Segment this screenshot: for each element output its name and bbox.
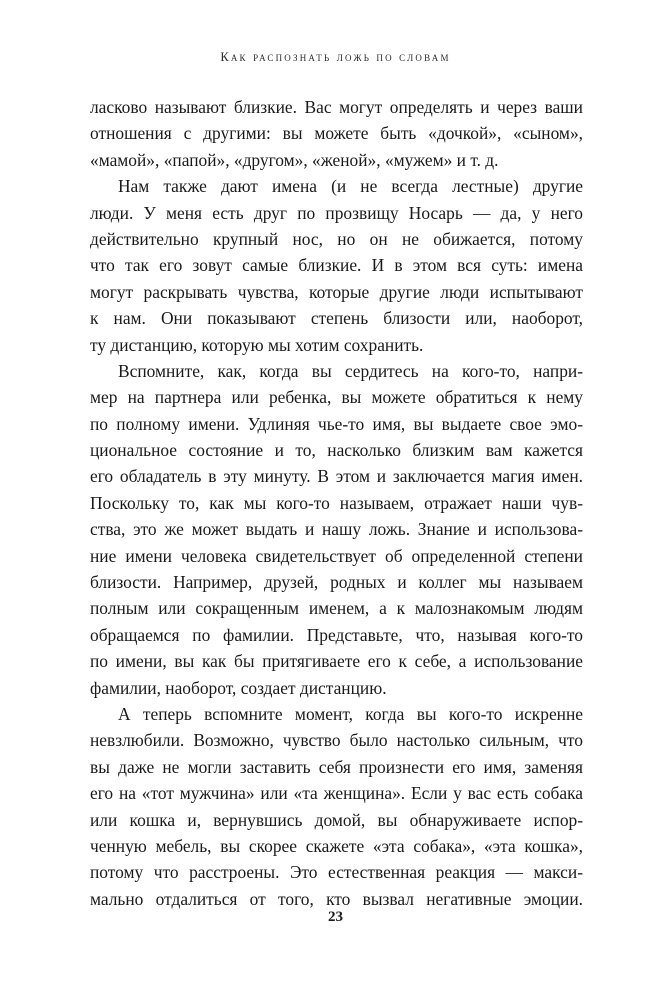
body-text — [90, 94, 583, 912]
text-line: действительно крупный нос, но он не обижается, потому — [90, 228, 583, 249]
text-line: Вспомните, как, когда вы сердитесь на кого-то, напри- — [118, 360, 583, 381]
text-line: фамилии, наоборот, создает дистанцию. — [90, 677, 387, 698]
text-line: люди. У меня есть друг по прозвищу Носарь — да, у него — [90, 202, 583, 223]
text-line: отношения с другими: вы можете быть «дочкой», «сыном», — [90, 123, 583, 144]
text-line: Нам также дают имена (и не всегда лестные) другие — [118, 176, 583, 197]
text-line: ласково называют близкие. Вас могут определять и через ваши — [90, 97, 583, 117]
text-line: мально отдалиться от того, кто вызвал негативные эмоции. — [90, 888, 583, 909]
text-line: или кошка и, вернувшись домой, вы обнаруживаете испор- — [90, 809, 583, 830]
page-number: 23 — [328, 909, 343, 925]
text-line: «мамой», «папой», «другом», «женой», «мужем» и т. д. — [90, 149, 499, 170]
text-line: вы даже не могли заставить себя произнести его имя, заменяя — [90, 756, 583, 777]
text-line: ту дистанцию, которую мы хотим сохранить. — [90, 334, 424, 355]
text-line: мер на партнера или ребенка, вы можете обратиться к нему — [90, 387, 583, 408]
text-line: А теперь вспомните момент, когда вы кого-то искренне — [118, 703, 583, 724]
text-line: близости. Например, друзей, родных и коллег мы называем — [90, 572, 583, 593]
text-line: ченную мебель, вы скорее скажете «эта собака», «эта кошка», — [90, 835, 583, 856]
text-line: обращаемся по фамилии. Представьте, что, называя кого-то — [90, 624, 583, 645]
text-line: могут раскрывать чувства, которые другие люди испытывают — [90, 281, 583, 302]
text-line: циональное состояние и то, насколько близким вам кажется — [90, 440, 583, 461]
text-line: по полному имени. Удлиняя чье-то имя, вы выдаете свое эмо- — [90, 413, 583, 434]
text-line: полным или сокращенным именем, а к малознакомым людям — [90, 598, 583, 619]
text-line: к нам. Они показывают степень близости или, наоборот, — [90, 308, 583, 329]
text-line: ства, это же может выдать и нашу ложь. Знание и использова- — [90, 519, 583, 540]
text-line: его обладатель в эту минуту. В этом и заключается магия имен. — [90, 466, 583, 487]
running-head: Как распознать ложь по словам — [220, 50, 451, 64]
text-line: Поскольку то, как мы кого-то называем, отражает наши чув- — [90, 492, 583, 513]
text-line: что так его зовут самые близкие. И в этом вся суть: имена — [90, 255, 583, 276]
text-line: по имени, вы как бы притягиваете его к себе, а использование — [90, 651, 583, 672]
text-line: ние имени человека свидетельствует об определенной степени — [90, 545, 583, 566]
text-line: невзлюбили. Возможно, чувство было настолько сильным, что — [90, 730, 583, 751]
text-line: потому что расстроены. Это естественная реакция — макси- — [90, 862, 583, 883]
text-line: его на «тот мужчина» или «та женщина». Если у вас есть собака — [90, 783, 583, 804]
